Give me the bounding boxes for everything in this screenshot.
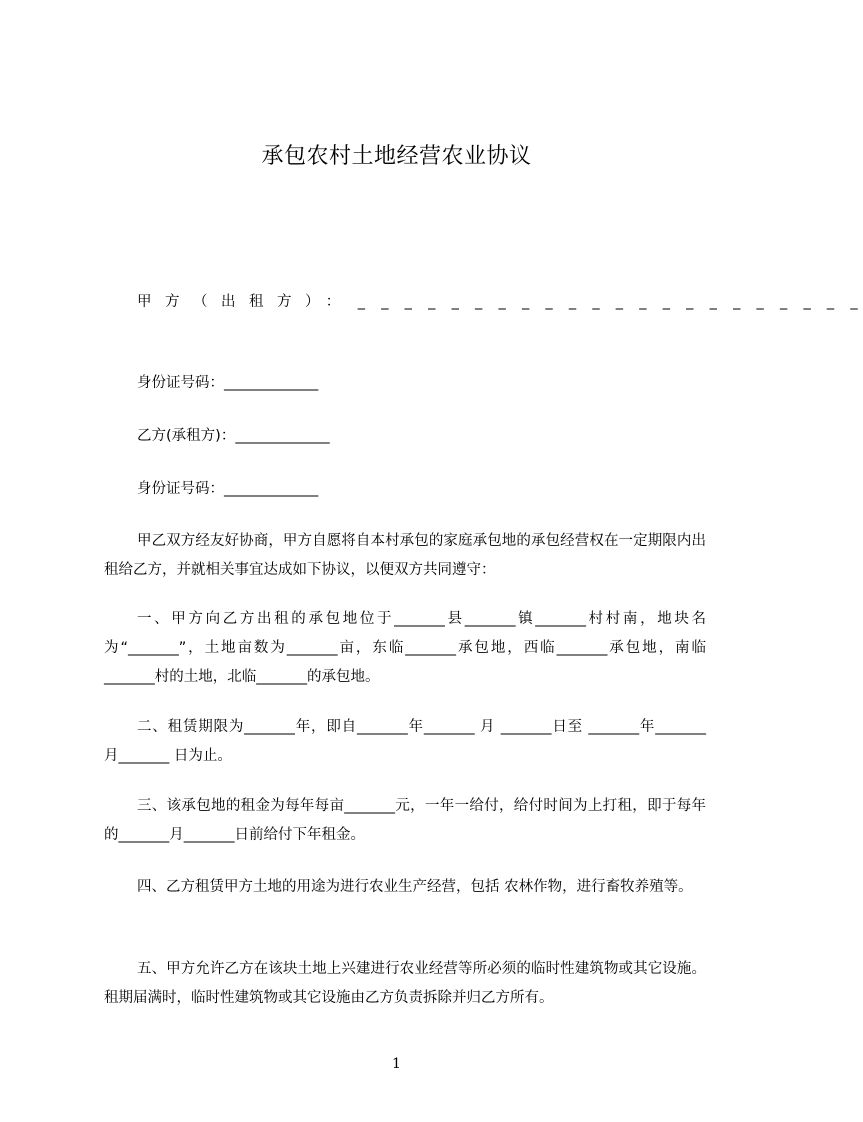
clause-5-paragraph: 五、甲方允许乙方在该块土地上兴建进行农业经营等所必须的临时性建筑物或其它设施。租期届满时，临时性建筑物或其它设施由乙方负责拆除并归乙方所有。 [104,961,706,1006]
document-title: 承包农村土地经营农业协议 [261,144,532,169]
party-a-line [137,290,863,314]
clause-3-paragraph: 三、该承包地的租金为每年每亩_______元，一年一给付，给付时间为上打租，即于每年的_______月_______日前给付下年租金。 [104,798,706,843]
clause-4-paragraph: 四、乙方租赁甲方土地的用途为进行农业生产经营，包括 农林作物，进行畜牧养殖等。 [137,879,693,895]
party-b-field: 乙方(承租方)：_____________ [137,428,330,444]
clause-2-paragraph: 二、租赁期限为_______年，即自_______年_______ 月 _______日至 _______年_______ 月_______ 日为止。 [104,719,711,764]
party-a-label: 甲方（出租方）： [137,294,354,310]
intro-paragraph: 甲乙双方经友好协商，甲方自愿将自本村承包的家庭承包地的承包经营权在一定期限内出租给乙方，并就相关事宜达成如下协议，以便双方共同遵守： [104,533,706,578]
party-a-id-field: 身份证号码：_____________ [137,375,319,391]
party-a-blank: _ _ _ _ _ _ _ _ _ _ _ _ _ _ _ _ _ _ _ _ _ _ [357,294,863,310]
clause-1-paragraph: 一、甲方向乙方出租的承包地位于_______县_______镇_______村村南，地块名为“_______”，土地亩数为_______亩，东临_______承包地，西临_______承包地，南临_______村的土地，北临_______的承包地。 [104,611,706,685]
page-number: 1 [392,1056,401,1072]
party-b-id-field: 身份证号码：_____________ [137,481,319,497]
